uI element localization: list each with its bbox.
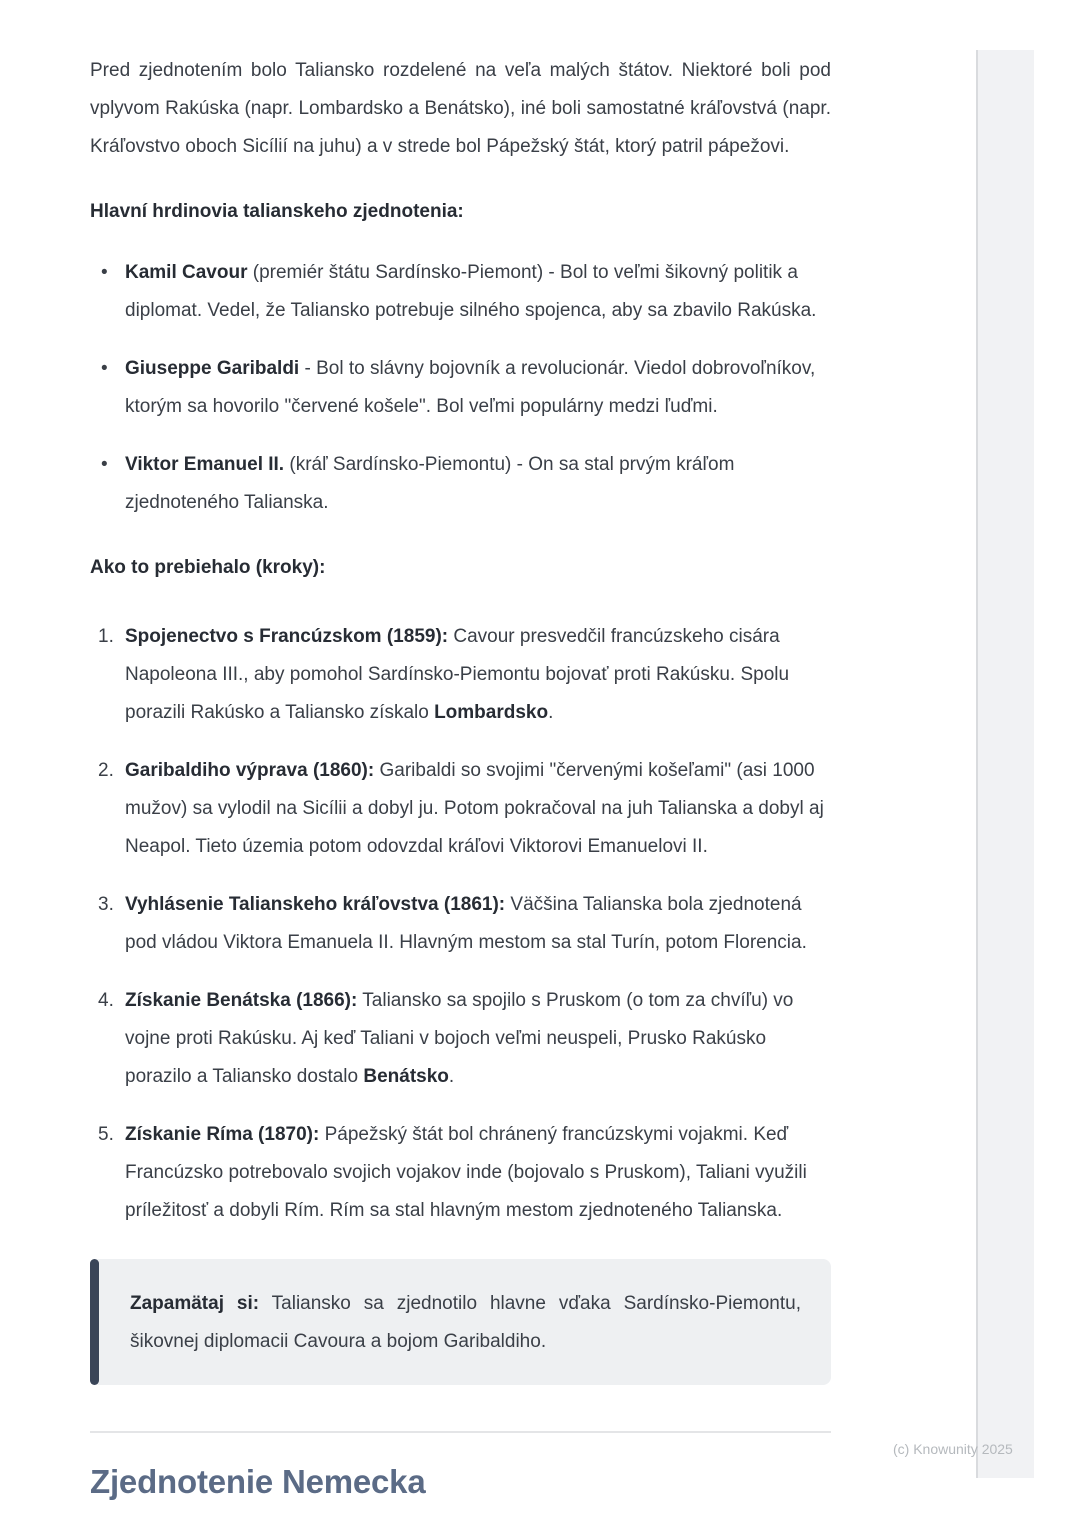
callout-text [130, 1293, 801, 1352]
steps-heading: Ako to prebiehalo (kroky): [90, 557, 326, 578]
step-list-item [90, 1116, 831, 1230]
next-section-title: Zjednotenie Nemecka [90, 1463, 426, 1500]
step-item-text [125, 626, 789, 723]
text-run: Cavour presvedčil francúzskeho cisára Napoleona III., aby pomohol Sardínsko-Piemontu bojovať proti Rakúsku. Spolu porazili Rakúsko a Taliansko získalo [125, 626, 790, 723]
text-run: Pápežský štát bol chránený francúzskymi vojakmi. Keď Francúzsko potrebovalo svojich vojakov inde (bojovalo s Pruskom), Taliani využili príležitosť a dobyli Rím. Rím sa stal hlavným mestom zjednoteného Talianska. [125, 1124, 807, 1221]
section-divider [90, 1431, 831, 1433]
hero-item-text [125, 358, 815, 417]
hero-list-item [90, 350, 831, 426]
document-page [90, 52, 831, 1503]
bold-text-run: Lombardsko [434, 702, 549, 723]
text-run: . [448, 1066, 455, 1087]
bullet-icon: • [101, 454, 108, 475]
step-number: 3. [98, 894, 114, 915]
hero-item-text [125, 262, 816, 321]
step-item-text [125, 990, 793, 1087]
step-list-item [90, 618, 831, 732]
hero-list-item [90, 254, 831, 330]
bold-text-run: Garibaldiho výprava (1860): [125, 760, 375, 781]
page-margin-strip [976, 50, 1034, 1478]
intro-paragraph: Pred zjednotením bolo Taliansko rozdelené na veľa malých štátov. Niektoré boli pod vplyvom Rakúska (napr. Lombardsko a Benátsko), iné boli samostatné kráľovstvá (napr. Kráľovstvo oboch Sicílií na juhu) a v strede bol Pápežský štát, ktorý patril pápežovi. [90, 60, 831, 157]
step-number: 1. [98, 626, 114, 647]
bold-text-run: Zapamätaj si: [130, 1293, 260, 1314]
text-run: Taliansko sa spojilo s Pruskom (o tom za chvíľu) vo vojne proti Rakúsku. Aj keď Taliani v bojoch veľmi neuspeli, Prusko Rakúsko porazilo a Taliansko dostalo [125, 990, 794, 1087]
bold-text-run: Viktor Emanuel II. [125, 454, 285, 475]
step-list-item [90, 886, 831, 962]
text-run: Garibaldi so svojimi "červenými košeľami" (asi 1000 mužov) sa vylodil na Sicílii a dobyl ju. Potom pokračoval na juh Talianska a dobyl aj Neapol. Tieto územia potom odovzdal kráľovi Viktorovi Emanuelovi II. [125, 760, 824, 857]
text-run: - Bol to slávny bojovník a revolucionár. Viedol dobrovoľníkov, ktorým sa hovorilo "červené košele". Bol veľmi populárny medzi ľuďmi. [125, 358, 816, 417]
heroes-list [90, 254, 831, 522]
text-run: Väčšina Talianska bola zjednotená pod vládou Viktora Emanuela II. Hlavným mestom sa stal Turín, potom Florencia. [125, 894, 807, 953]
bold-text-run: Kamil Cavour [125, 262, 248, 283]
text-run: (kráľ Sardínsko-Piemontu) - On sa stal prvým kráľom zjednoteného Talianska. [125, 454, 735, 513]
bullet-icon: • [101, 358, 108, 379]
hero-item-text [125, 454, 734, 513]
step-item-text [125, 894, 807, 953]
step-item-text [125, 1124, 807, 1221]
text-run: Taliansko sa zjednotilo hlavne vďaka Sardínsko-Piemontu, šikovnej diplomacii Cavoura a bojom Garibaldiho. [130, 1293, 802, 1352]
step-number: 2. [98, 760, 114, 781]
step-list-item [90, 752, 831, 866]
callout-accent-bar [90, 1259, 99, 1385]
text-run: (premiér štátu Sardínsko-Piemont) - Bol to veľmi šikovný politik a diplomat. Vedel, že Taliansko potrebuje silného spojenca, aby sa zbavilo Rakúska. [125, 262, 817, 321]
steps-list [90, 618, 831, 1230]
step-number: 5. [98, 1124, 114, 1145]
bold-text-run: Získanie Benátska (1866): [125, 990, 358, 1011]
bold-text-run: Benátsko [363, 1066, 449, 1087]
step-item-text [125, 760, 824, 857]
bold-text-run: Vyhlásenie Talianskeho kráľovstva (1861): [125, 894, 506, 915]
remember-callout [90, 1259, 831, 1385]
bullet-icon: • [101, 262, 108, 283]
bold-text-run: Giuseppe Garibaldi [125, 358, 300, 379]
hero-list-item [90, 446, 831, 522]
copyright-watermark: (c) Knowunity 2025 [893, 1441, 1013, 1457]
heroes-heading: Hlavní hrdinovia talianskeho zjednotenia: [90, 201, 464, 222]
bold-text-run: Spojenectvo s Francúzskom (1859): [125, 626, 449, 647]
step-list-item [90, 982, 831, 1096]
text-run: . [548, 702, 554, 723]
step-number: 4. [98, 990, 114, 1011]
bold-text-run: Získanie Ríma (1870): [125, 1124, 320, 1145]
